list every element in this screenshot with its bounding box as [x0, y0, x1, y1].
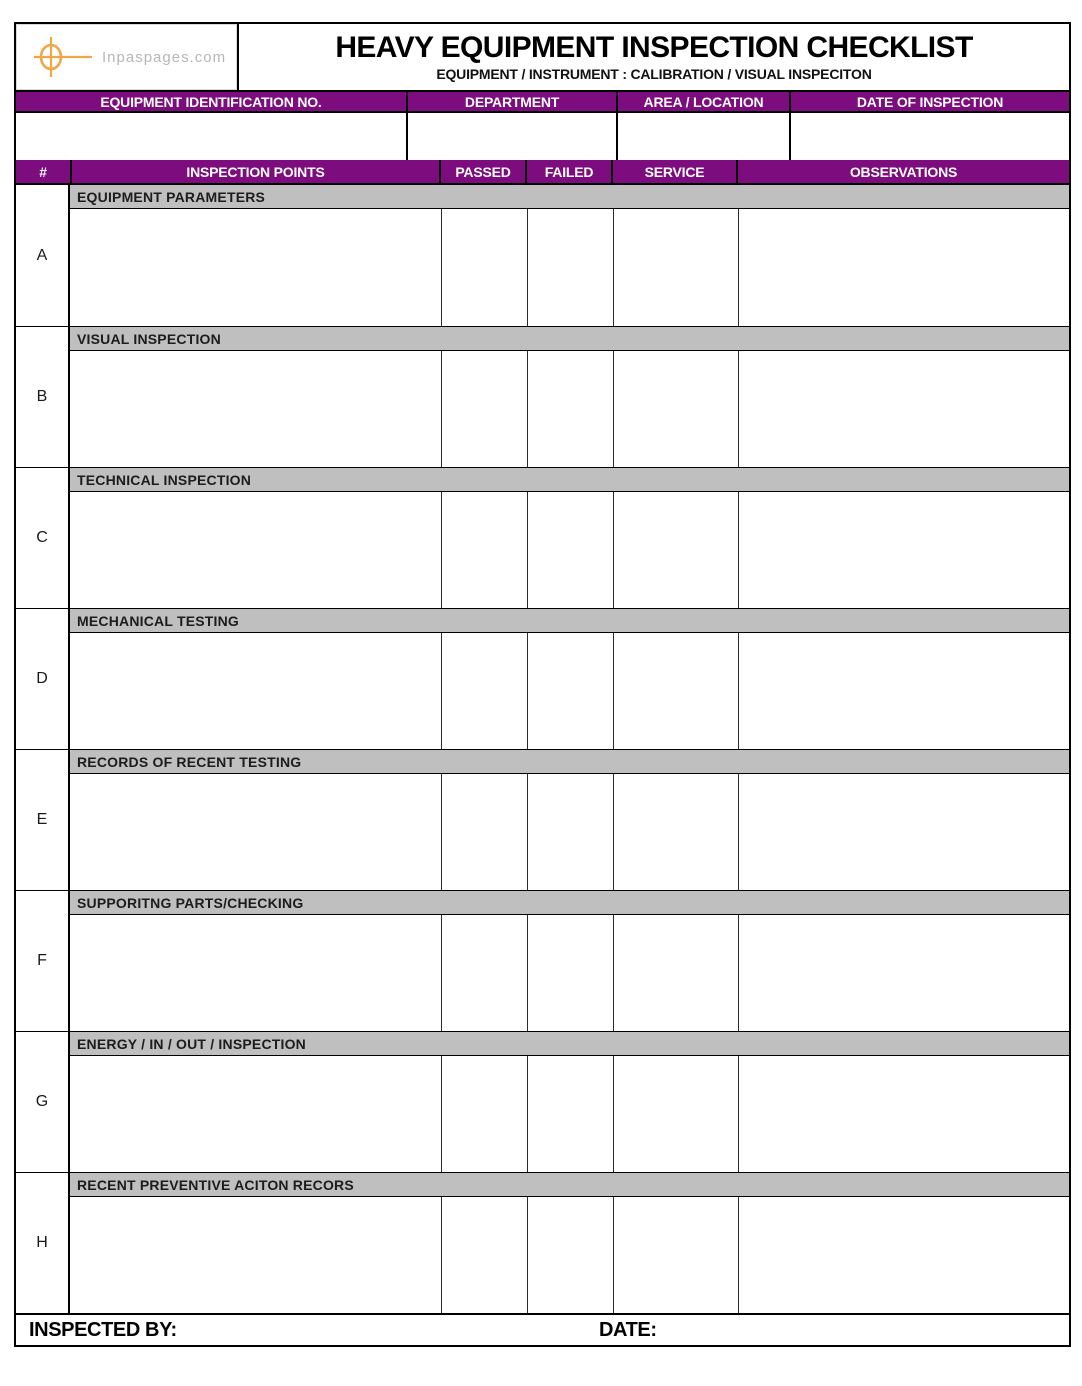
- section-letter: A: [16, 185, 70, 326]
- page-title: HEAVY EQUIPMENT INSPECTION CHECKLIST: [335, 30, 973, 64]
- service-cell[interactable]: [613, 492, 738, 608]
- passed-cell[interactable]: [441, 351, 527, 467]
- service-cell[interactable]: [613, 209, 738, 326]
- section-letter: F: [16, 891, 70, 1031]
- label-area-location: AREA / LOCATION: [616, 92, 789, 111]
- service-cell[interactable]: [613, 774, 738, 890]
- area-location-field[interactable]: [616, 113, 789, 160]
- failed-cell[interactable]: [527, 209, 613, 326]
- section-row-f: [16, 890, 1069, 1031]
- section-title: VISUAL INSPECTION: [70, 327, 1069, 351]
- col-header-failed: FAILED: [525, 160, 611, 183]
- observations-cell[interactable]: [738, 774, 1069, 890]
- section-row-c: [16, 467, 1069, 608]
- logo: [16, 24, 239, 90]
- label-equipment-id: EQUIPMENT IDENTIFICATION NO.: [100, 93, 322, 110]
- section-row-d: [16, 608, 1069, 749]
- inspection-points-cell[interactable]: [70, 633, 441, 749]
- observations-cell[interactable]: [738, 492, 1069, 608]
- service-cell[interactable]: [613, 915, 738, 1031]
- inspection-points-cell[interactable]: [70, 1056, 441, 1172]
- failed-cell[interactable]: [527, 351, 613, 467]
- section-title: MECHANICAL TESTING: [70, 609, 1069, 633]
- info-input-row: [16, 113, 1069, 160]
- section-row-h: [16, 1172, 1069, 1313]
- observations-cell[interactable]: [738, 209, 1069, 326]
- form-header: [16, 24, 1069, 90]
- failed-cell[interactable]: [527, 633, 613, 749]
- passed-cell[interactable]: [441, 915, 527, 1031]
- label-department: DEPARTMENT: [406, 92, 616, 111]
- label-date-inspection: DATE OF INSPECTION: [789, 92, 1069, 111]
- date-label: DATE:: [599, 1318, 657, 1341]
- signature-row: [16, 1313, 1069, 1345]
- observations-cell[interactable]: [738, 915, 1069, 1031]
- section-title: ENERGY / IN / OUT / INSPECTION: [70, 1032, 1069, 1056]
- observations-cell[interactable]: [738, 1197, 1069, 1313]
- failed-cell[interactable]: [527, 774, 613, 890]
- col-header-passed: PASSED: [439, 160, 525, 183]
- section-row-e: [16, 749, 1069, 890]
- department-field[interactable]: [406, 113, 616, 160]
- passed-cell[interactable]: [441, 774, 527, 890]
- section-title: RECORDS OF RECENT TESTING: [70, 750, 1069, 774]
- section-letter: B: [16, 327, 70, 467]
- section-title: TECHNICAL INSPECTION: [70, 468, 1069, 492]
- date-inspection-field[interactable]: [789, 113, 1069, 160]
- failed-cell[interactable]: [527, 1056, 613, 1172]
- failed-cell[interactable]: [527, 1197, 613, 1313]
- service-cell[interactable]: [613, 1197, 738, 1313]
- col-header-number: #: [39, 163, 47, 180]
- service-cell[interactable]: [613, 1056, 738, 1172]
- section-row-b: [16, 326, 1069, 467]
- table-column-headers: [16, 160, 1069, 185]
- observations-cell[interactable]: [738, 1056, 1069, 1172]
- section-letter: H: [16, 1173, 70, 1313]
- service-cell[interactable]: [613, 351, 738, 467]
- passed-cell[interactable]: [441, 209, 527, 326]
- passed-cell[interactable]: [441, 633, 527, 749]
- service-cell[interactable]: [613, 633, 738, 749]
- inspection-points-cell[interactable]: [70, 1197, 441, 1313]
- inspection-points-cell[interactable]: [70, 351, 441, 467]
- section-title: SUPPORITNG PARTS/CHECKING: [70, 891, 1069, 915]
- col-header-inspection-points: INSPECTION POINTS: [70, 160, 439, 183]
- inspection-points-cell[interactable]: [70, 492, 441, 608]
- page-subtitle: EQUIPMENT / INSTRUMENT : CALIBRATION / VISUAL INSPECITON: [436, 66, 872, 83]
- equipment-id-field[interactable]: [16, 113, 406, 160]
- col-header-service: SERVICE: [611, 160, 736, 183]
- observations-cell[interactable]: [738, 351, 1069, 467]
- passed-cell[interactable]: [441, 1056, 527, 1172]
- failed-cell[interactable]: [527, 915, 613, 1031]
- section-letter: D: [16, 609, 70, 749]
- inspection-points-cell[interactable]: [70, 915, 441, 1031]
- col-header-observations: OBSERVATIONS: [736, 160, 1069, 183]
- observations-cell[interactable]: [738, 633, 1069, 749]
- title-block: [239, 24, 1069, 90]
- crosshair-target-icon: [30, 34, 94, 80]
- section-letter: C: [16, 468, 70, 608]
- logo-brand-text: Inpaspages.com: [102, 48, 227, 66]
- section-row-g: [16, 1031, 1069, 1172]
- section-letter: E: [16, 750, 70, 890]
- section-row-a: [16, 185, 1069, 326]
- info-label-row: [16, 90, 1069, 113]
- section-title: RECENT PREVENTIVE ACITON RECORS: [70, 1173, 1069, 1197]
- section-letter: G: [16, 1032, 70, 1172]
- section-title: EQUIPMENT PARAMETERS: [70, 185, 1069, 209]
- inspection-points-cell[interactable]: [70, 209, 441, 326]
- inspection-checklist-form: [14, 22, 1071, 1347]
- passed-cell[interactable]: [441, 1197, 527, 1313]
- failed-cell[interactable]: [527, 492, 613, 608]
- passed-cell[interactable]: [441, 492, 527, 608]
- inspected-by-label: INSPECTED BY:: [29, 1318, 177, 1341]
- inspection-points-cell[interactable]: [70, 774, 441, 890]
